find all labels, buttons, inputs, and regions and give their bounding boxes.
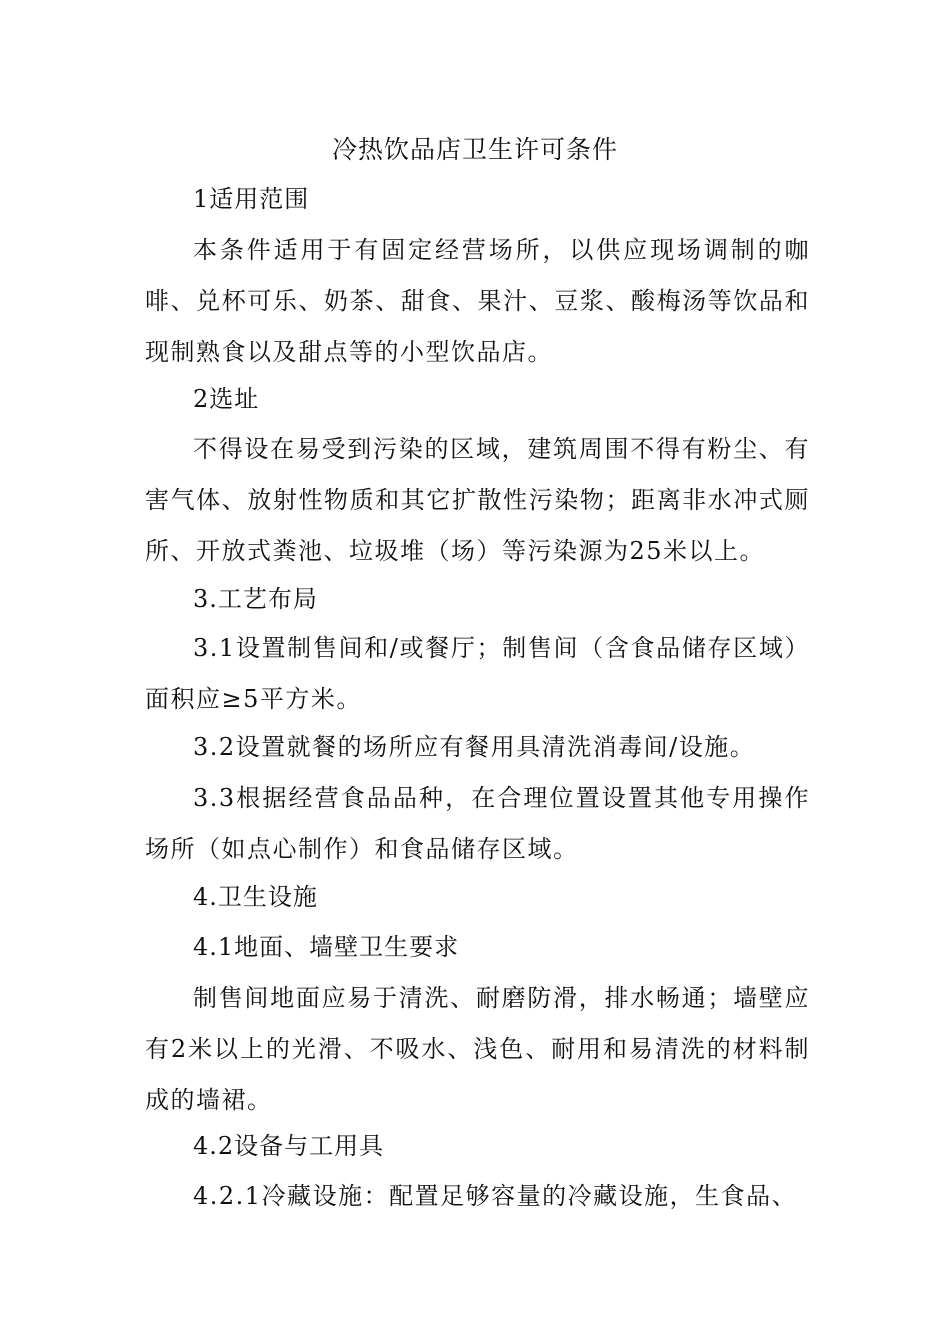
subsection-heading-4-1: 4.1地面、墙壁卫生要求 bbox=[193, 933, 460, 961]
section-heading-layout: 3.工艺布局 bbox=[193, 585, 318, 613]
paragraph-scope: 本条件适用于有固定经营场所，以供应现场调制的咖啡、兑杯可乐、奶茶、甜食、果汁、豆浆、酸梅汤等饮品和现制熟食以及甜点等的小型饮品店。 bbox=[145, 236, 810, 366]
paragraph-3-2: 3.2设置就餐的场所应有餐用具清洗消毒间/设施。 bbox=[193, 733, 756, 761]
paragraph-3-1: 3.1设置制售间和/或餐厅；制售间（含食品储存区域）面积应≥5平方米。 bbox=[145, 634, 810, 713]
paragraph-4-2-1: 4.2.1冷藏设施：配置足够容量的冷藏设施，生食品、 bbox=[193, 1182, 798, 1210]
section-heading-scope: 1适用范围 bbox=[193, 185, 310, 213]
section-heading-facilities: 4.卫生设施 bbox=[193, 883, 318, 911]
paragraph-3-3: 3.3根据经营食品品种，在合理位置设置其他专用操作场所（如点心制作）和食品储存区域。 bbox=[145, 784, 810, 863]
paragraph-4-1: 制售间地面应易于清洗、耐磨防滑，排水畅通；墙壁应有2米以上的光滑、不吸水、浅色、耐用和易清洗的材料制成的墙裙。 bbox=[145, 984, 810, 1114]
section-heading-site: 2选址 bbox=[193, 385, 260, 413]
paragraph-site: 不得设在易受到污染的区域，建筑周围不得有粉尘、有害气体、放射性物质和其它扩散性污染物；距离非水冲式厕所、开放式粪池、垃圾堆（场）等污染源为25米以上。 bbox=[145, 435, 810, 565]
document-title: 冷热饮品店卫生许可条件 bbox=[331, 135, 618, 164]
subsection-heading-4-2: 4.2设备与工用具 bbox=[193, 1132, 385, 1160]
